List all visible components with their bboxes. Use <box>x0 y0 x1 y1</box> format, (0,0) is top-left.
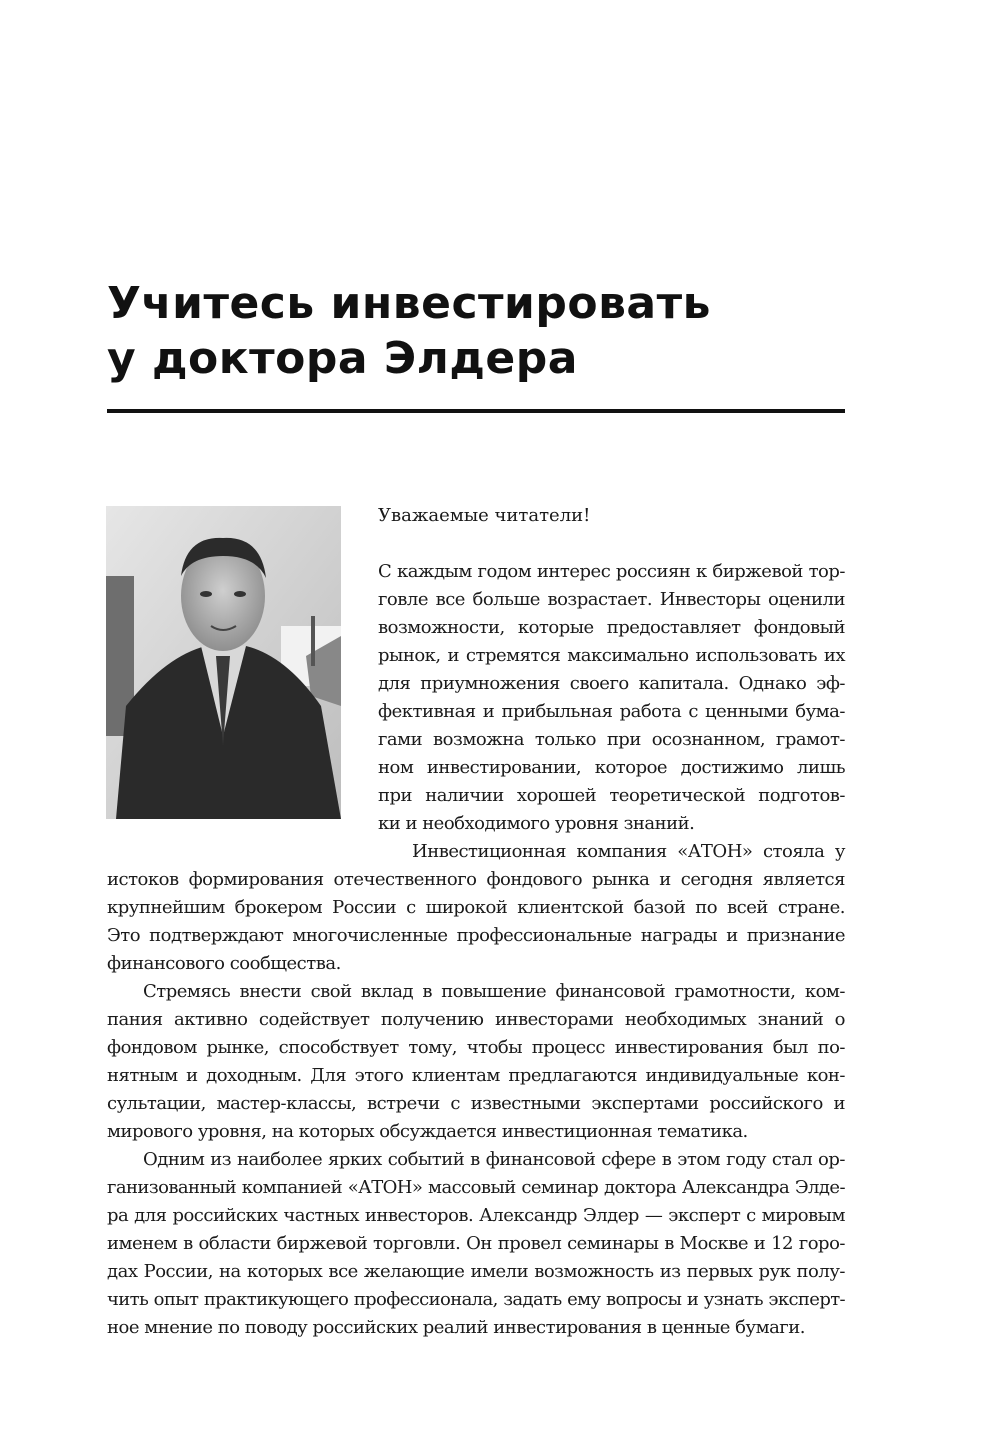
body-line: ганизованный компанией «АТОН» массовый семинар доктора Александра Элде- <box>107 1177 845 1198</box>
body-line: финансового сообщества. <box>107 953 341 974</box>
greeting: Уважаемые читатели! <box>378 505 591 526</box>
body-line: ра для российских частных инвесторов. Александр Элдер — эксперт с мировым <box>107 1205 845 1226</box>
page-title <box>107 276 867 386</box>
portrait-icon <box>106 506 341 819</box>
portrait-photo <box>106 506 341 819</box>
body-line: мирового уровня, на которых обсуждается инвестиционная тематика. <box>107 1121 748 1142</box>
body-line: сультации, мастер-классы, встречи с известными экспертами российского и <box>107 1093 845 1114</box>
title-line-2: у доктора Элдера <box>107 333 578 384</box>
body-line: фондовом рынке, способствует тому, чтобы процесс инвестирования был по- <box>107 1037 845 1058</box>
body-line: ное мнение по поводу российских реалий инвестирования в ценные бумаги. <box>107 1317 805 1338</box>
body-line: рынок, и стремятся максимально использовать их <box>378 645 845 666</box>
body-line: ки и необходимого уровня знаний. <box>378 813 695 834</box>
body-line: истоков формирования отечественного фондового рынка и сегодня является <box>107 869 845 890</box>
title-line-1: Учитесь инвестировать <box>107 278 711 329</box>
body-line: Инвестиционная компания «АТОН» стояла у <box>412 841 845 862</box>
body-line: фективная и прибыльная работа с ценными бума- <box>378 701 845 722</box>
body-line: Это подтверждают многочисленные профессиональные награды и признание <box>107 925 845 946</box>
body-line: Одним из наиболее ярких событий в финансовой сфере в этом году стал ор- <box>143 1149 845 1170</box>
body-line: при наличии хорошей теоретической подготов- <box>378 785 845 806</box>
body-line: дах России, на которых все желающие имели возможность из первых рук полу- <box>107 1261 845 1282</box>
body-line: говле все больше возрастает. Инвесторы оценили <box>378 589 845 610</box>
body-line: для приумножения своего капитала. Однако эф- <box>378 673 845 694</box>
body-line: ном инвестировании, которое достижимо лишь <box>378 757 845 778</box>
body-line: пания активно содействует получению инвесторами необходимых знаний о <box>107 1009 845 1030</box>
body-line: Стремясь внести свой вклад в повышение финансовой грамотности, ком- <box>143 981 845 1002</box>
body-line: чить опыт практикующего профессионала, задать ему вопросы и узнать эксперт- <box>107 1289 845 1310</box>
body-line: крупнейшим брокером России с широкой клиентской базой по всей стране. <box>107 897 845 918</box>
body-line: С каждым годом интерес россиян к биржевой тор- <box>378 561 845 582</box>
body-line: гами возможна только при осознанном, грамот- <box>378 729 845 750</box>
body-line: именем в области биржевой торговли. Он провел семинары в Москве и 12 горо- <box>107 1233 845 1254</box>
body-line: возможности, которые предоставляет фондовый <box>378 617 845 638</box>
body-line: нятным и доходным. Для этого клиентам предлагаются индивидуальные кон- <box>107 1065 845 1086</box>
title-divider <box>107 409 845 413</box>
